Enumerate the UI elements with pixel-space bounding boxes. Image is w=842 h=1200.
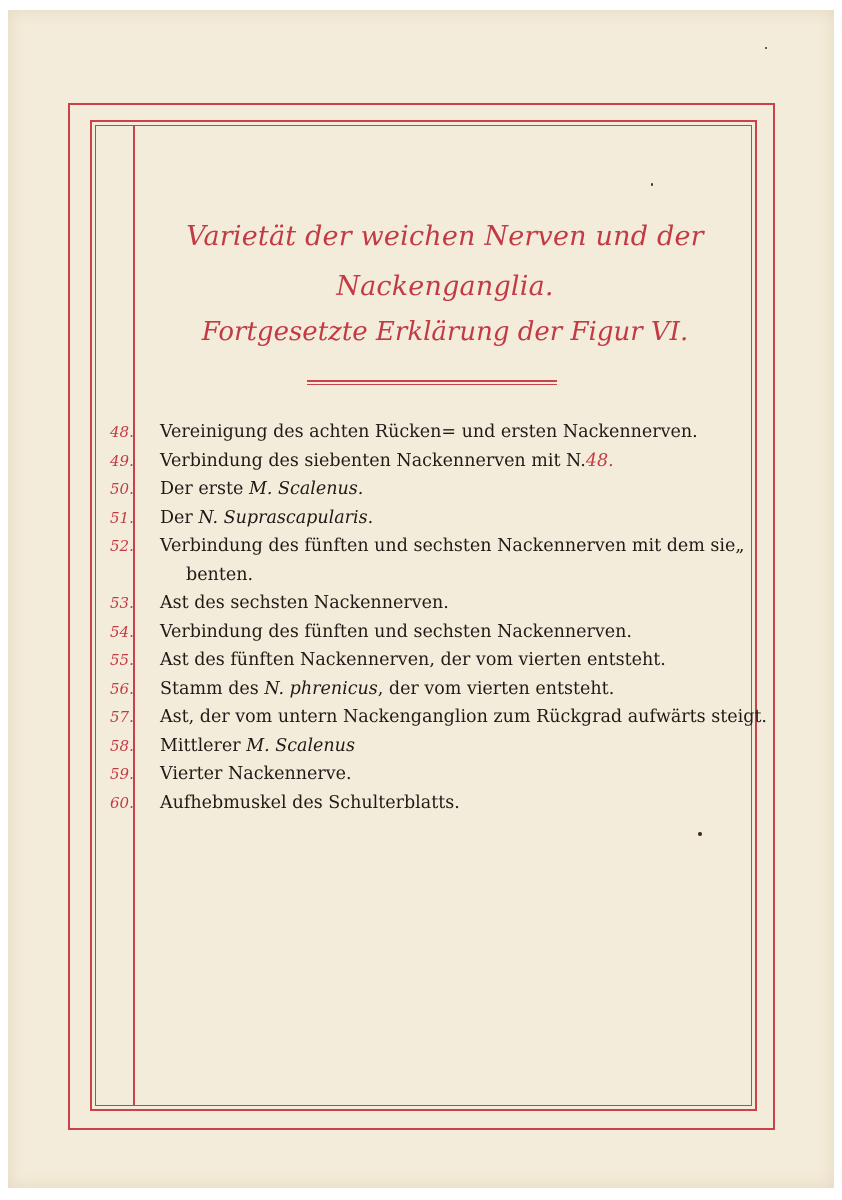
entry-number: 52. (110, 537, 134, 555)
list-item (100, 532, 760, 589)
entry-text (146, 418, 760, 447)
list-item (100, 789, 760, 818)
entry-text (146, 732, 760, 761)
entry-text-main: Mittlerer (160, 735, 247, 756)
entry-text-main: Ast, der vom untern Nackenganglion zum Rückgrad aufwärts steigt. (160, 707, 767, 727)
list-item (100, 618, 760, 647)
entry-latin-term: N. Suprascapularis. (198, 507, 374, 528)
list-item (100, 475, 760, 504)
entry-latin-term: N. phrenicus (264, 678, 378, 699)
list-item (100, 732, 760, 761)
list-item (100, 447, 760, 476)
entry-number: 60. (110, 793, 134, 812)
entry-number: 56. (110, 679, 134, 698)
entry-number: 57. (110, 708, 134, 726)
title-line-1: Varietät der weichen Nerven und der Nackenganglia. (186, 221, 704, 302)
entry-number: 55. (110, 651, 134, 669)
ink-speck (765, 47, 767, 49)
list-item (100, 675, 760, 704)
entry-number: 58. (110, 736, 134, 755)
title-divider-top (307, 380, 557, 382)
list-item (100, 646, 760, 675)
entry-number: 54. (110, 622, 134, 641)
entry-reference: 48. (585, 450, 614, 471)
entry-text-main: Verbindung des siebenten Nackennerven mit N. (160, 450, 586, 471)
ink-speck (651, 183, 653, 186)
entry-number: 50. (110, 480, 134, 498)
title-divider-bottom (307, 384, 557, 385)
entry-text (146, 703, 767, 732)
list-item (100, 504, 760, 533)
entry-continuation: benten. (186, 564, 254, 585)
entry-text-main: Vierter Nackennerve. (160, 764, 352, 784)
legend-list (100, 418, 767, 817)
entry-number: 53. (110, 594, 134, 612)
entry-text (146, 447, 760, 476)
entry-text-main: Der erste (160, 479, 249, 499)
entry-text-main: Verbindung des fünften und sechsten Nackennerven. (160, 621, 632, 642)
entry-text (146, 618, 760, 647)
entry-text (146, 504, 760, 533)
entry-text (146, 675, 760, 704)
entry-text (146, 475, 760, 504)
entry-text (146, 760, 760, 789)
entry-text (146, 789, 760, 818)
entry-number: 51. (110, 508, 134, 527)
entry-number: 48. (110, 423, 134, 441)
list-item (100, 418, 760, 447)
entry-text-main: Aufhebmuskel des Schulterblatts. (160, 792, 460, 813)
entry-number: 59. (110, 765, 134, 783)
entry-text-main: Ast des sechsten Nackennerven. (160, 593, 449, 613)
title-line-2: Fortgesetzte Erklärung der Figur VI. (201, 317, 689, 347)
entry-latin-term: M. Scalenus. (248, 479, 364, 499)
list-item (100, 589, 760, 618)
list-item (100, 703, 767, 732)
entry-latin-term: M. Scalenus (246, 735, 355, 756)
entry-number: 49. (110, 451, 134, 470)
entry-text (146, 646, 760, 675)
ink-speck (698, 832, 702, 836)
entry-text-main: Verbindung des fünften und sechsten Nackennerven mit dem sie„ (160, 536, 745, 556)
entry-text-main: Vereinigung des achten Rücken= und ersten Nackennerven. (160, 422, 698, 442)
entry-text-main: Stamm des (160, 678, 265, 699)
entry-text (146, 532, 760, 589)
list-item (100, 760, 760, 789)
entry-text-main: Ast des fünften Nackennerven, der vom vierten entsteht. (160, 650, 666, 670)
page-title (100, 212, 790, 350)
entry-text (146, 589, 760, 618)
entry-text-tail: , der vom vierten entsteht. (377, 678, 615, 699)
entry-text-main: Der (160, 507, 199, 528)
